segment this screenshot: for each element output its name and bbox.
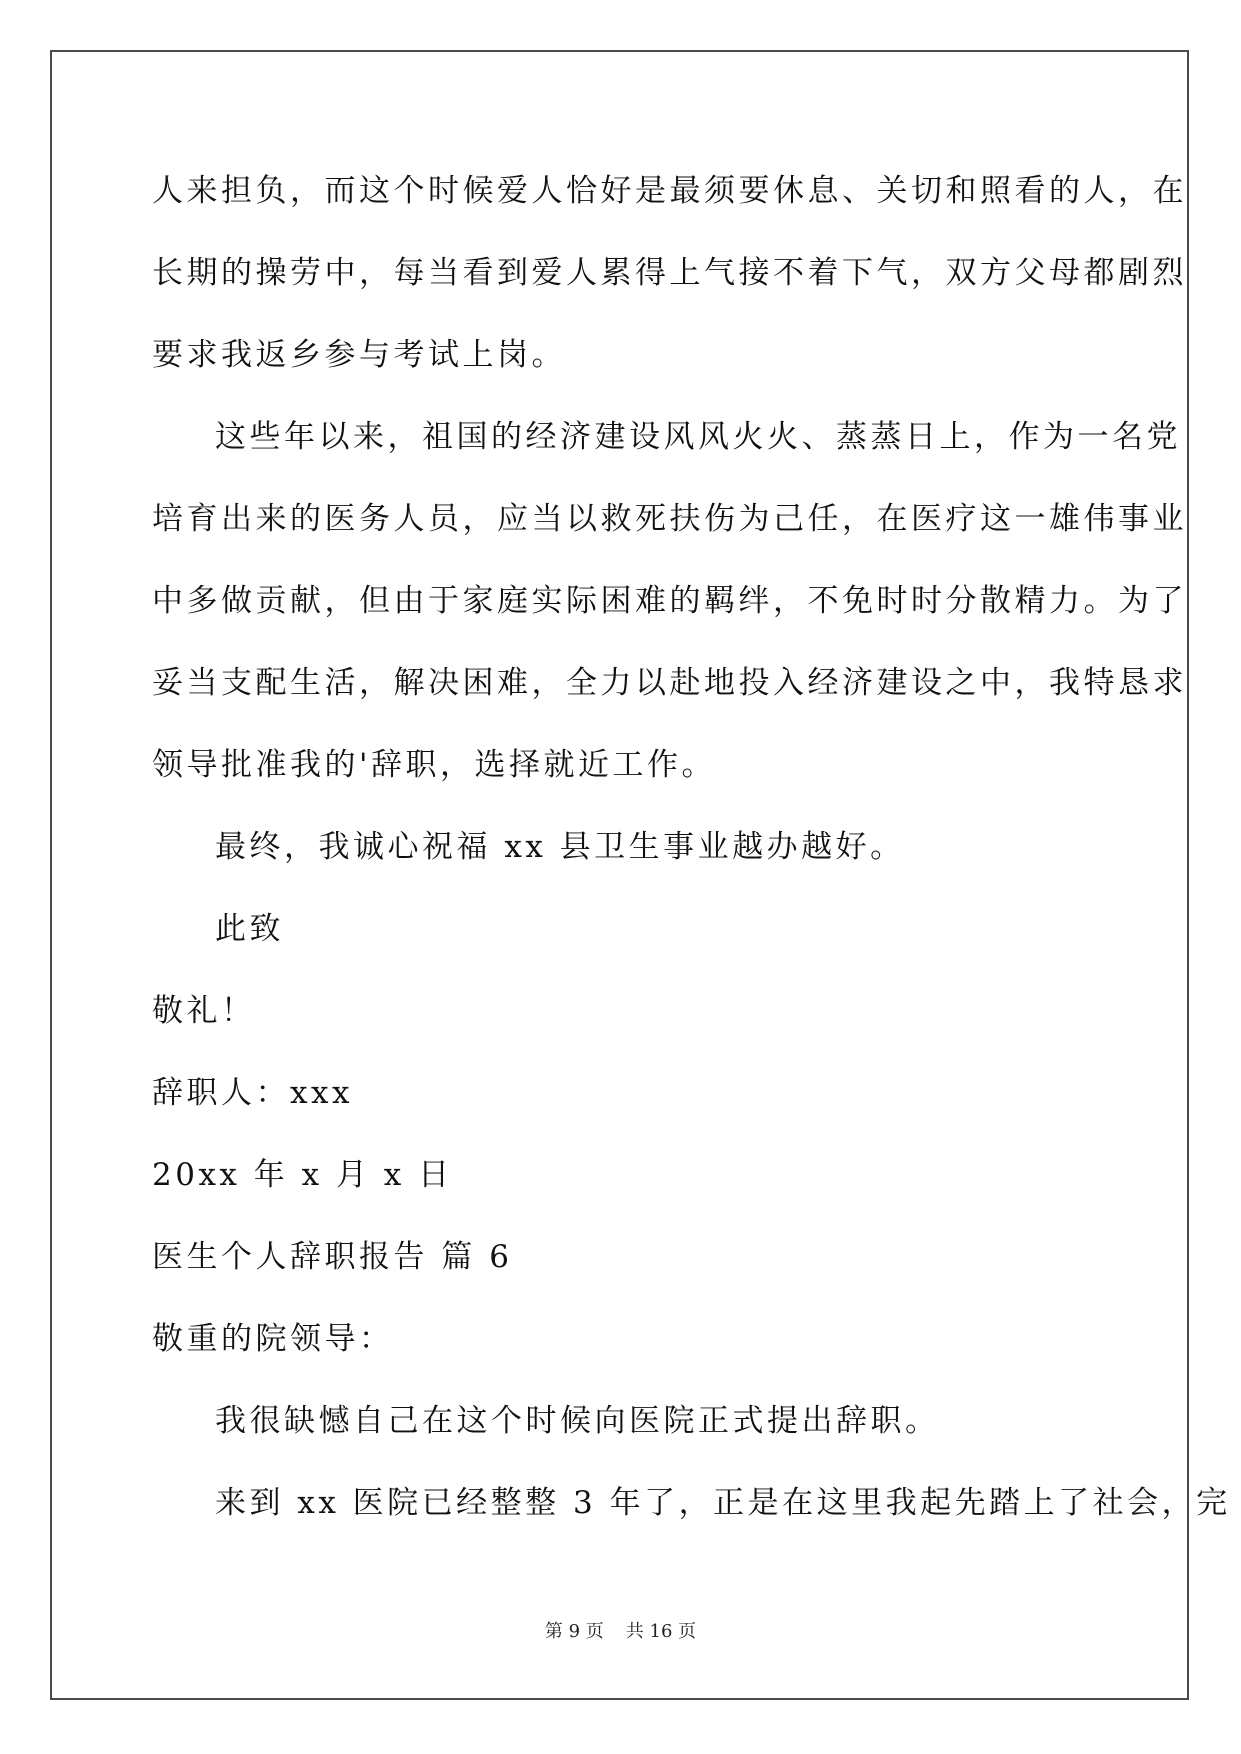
body-line-5: 培育出来的医务人员，应当以救死扶伤为己任，在医疗这一雄伟事业 (152, 501, 1187, 537)
closing-wish: 最终，我诚心祝福 xx 县卫生事业越办越好。 (215, 829, 905, 865)
section-title: 医生个人辞职报告 篇 6 (152, 1239, 513, 1275)
page-number: 第 9 页 (544, 1621, 604, 1642)
salutation-cizhi: 此致 (215, 911, 284, 947)
signer: 辞职人：xxx (152, 1075, 353, 1111)
body-line-7: 妥当支配生活，解决困难，全力以赴地投入经济建设之中，我特恳求 (152, 665, 1187, 701)
body-line-3: 要求我返乡参与考试上岗。 (152, 337, 566, 373)
body-line-6: 中多做贡献，但由于家庭实际困难的羁绊，不免时时分散精力。为了 (152, 583, 1187, 619)
page-border (50, 50, 1231, 1700)
body-line-2: 长期的操劳中，每当看到爱人累得上气接不着下气，双方父母都剧烈 (152, 255, 1187, 291)
body-line-4: 这些年以来，祖国的经济建设风风火火、蒸蒸日上，作为一名党 (215, 419, 1181, 455)
body-line-17: 来到 xx 医院已经整整 3 年了，正是在这里我起先踏上了社会，完 (215, 1485, 1231, 1521)
greeting: 敬重的院领导： (152, 1321, 394, 1357)
page-footer (0, 1617, 1241, 1643)
body-line-16: 我很缺憾自己在这个时候向医院正式提出辞职。 (215, 1403, 940, 1439)
body-line-8: 领导批准我的'辞职，选择就近工作。 (152, 747, 717, 783)
body-line-1: 人来担负，而这个时候爱人恰好是最须要休息、关切和照看的人，在 (152, 173, 1187, 209)
page-total: 共 16 页 (625, 1621, 697, 1642)
date: 20xx 年 x 月 x 日 (152, 1157, 453, 1193)
salutation-jingli: 敬礼！ (152, 993, 256, 1029)
